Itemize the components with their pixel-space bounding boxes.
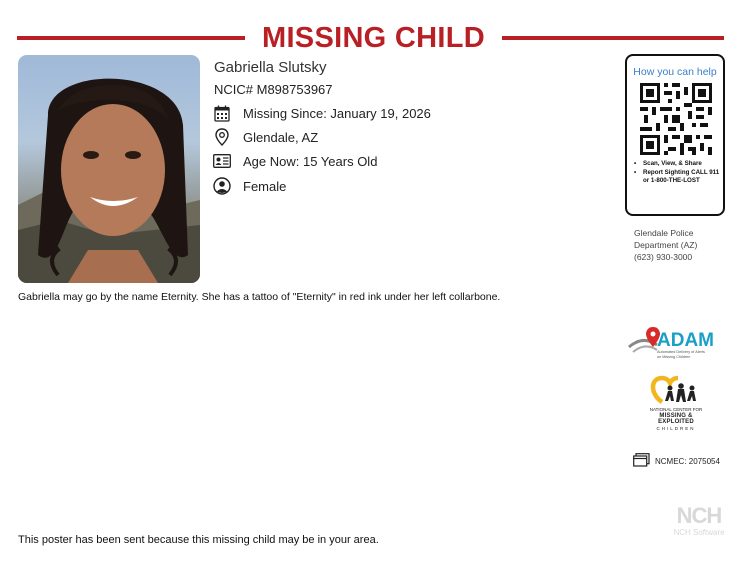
svg-text:Automated Delivery of Alerts: Automated Delivery of Alerts	[657, 350, 705, 354]
location-pin-icon	[213, 128, 231, 146]
police-name-line1: Glendale Police	[634, 228, 694, 238]
ncmec-case	[633, 453, 720, 469]
location-text: Glendale, AZ	[243, 129, 319, 145]
qr-card-list	[633, 160, 721, 186]
age-text: Age Now: 15 Years Old	[243, 153, 378, 169]
police-name-line2: Department (AZ)	[634, 240, 698, 250]
footer-note: This poster has been sent because this missing child may be in your area.	[18, 534, 379, 546]
ncmec-line3: EXPLOITED	[658, 419, 694, 425]
ncmec-line2: MISSING &	[659, 412, 693, 419]
ncic-number: NCIC# M898753967	[214, 82, 333, 97]
adam-logo	[627, 325, 721, 365]
police-contact	[634, 227, 724, 263]
ncmec-caption	[645, 407, 707, 431]
child-photo	[18, 55, 200, 283]
svg-text:on Missing Children: on Missing Children	[657, 355, 691, 359]
child-description: Gabriella may go by the name Eternity. She has a tattoo of "Eternity" in red ink under her left collarbone.	[18, 291, 501, 303]
qr-card-heading: How you can help	[633, 66, 717, 78]
qr-card-item: • Report Sighting CALL 911 or 1-800-THE-LOST	[633, 169, 721, 186]
header-rule-left	[17, 36, 245, 40]
sex-text: Female	[243, 178, 287, 194]
nch-mark: NCH	[676, 503, 722, 528]
nch-watermark	[668, 504, 730, 538]
qr-code-icon[interactable]	[640, 83, 712, 155]
calendar-icon	[213, 104, 231, 122]
age-row	[213, 151, 378, 171]
file-folder-icon	[633, 453, 650, 469]
ncmec-line1: NATIONAL CENTER FOR	[649, 407, 703, 412]
missing-since-text: Missing Since: January 19, 2026	[243, 105, 431, 121]
ncmec-line4: CHILDREN	[656, 425, 696, 431]
nch-software-text: NCH Software	[673, 528, 725, 537]
ncmec-case-number: NCMEC: 2075054	[655, 456, 720, 466]
adam-logo-graphic	[627, 325, 721, 365]
header-rule-right	[502, 36, 724, 40]
sex-row	[213, 176, 287, 196]
adam-wordmark: ADAM	[657, 330, 714, 351]
qr-card-item: • Scan, View, & Share	[633, 160, 721, 169]
missing-since-row	[213, 103, 431, 123]
how-you-can-help-card	[625, 54, 725, 216]
id-card-icon	[213, 152, 231, 170]
poster-title: MISSING CHILD	[261, 22, 485, 54]
child-name: Gabriella Slutsky	[214, 59, 327, 76]
location-row	[213, 127, 319, 147]
person-icon	[213, 177, 231, 195]
police-phone: (623) 930-3000	[634, 252, 693, 262]
